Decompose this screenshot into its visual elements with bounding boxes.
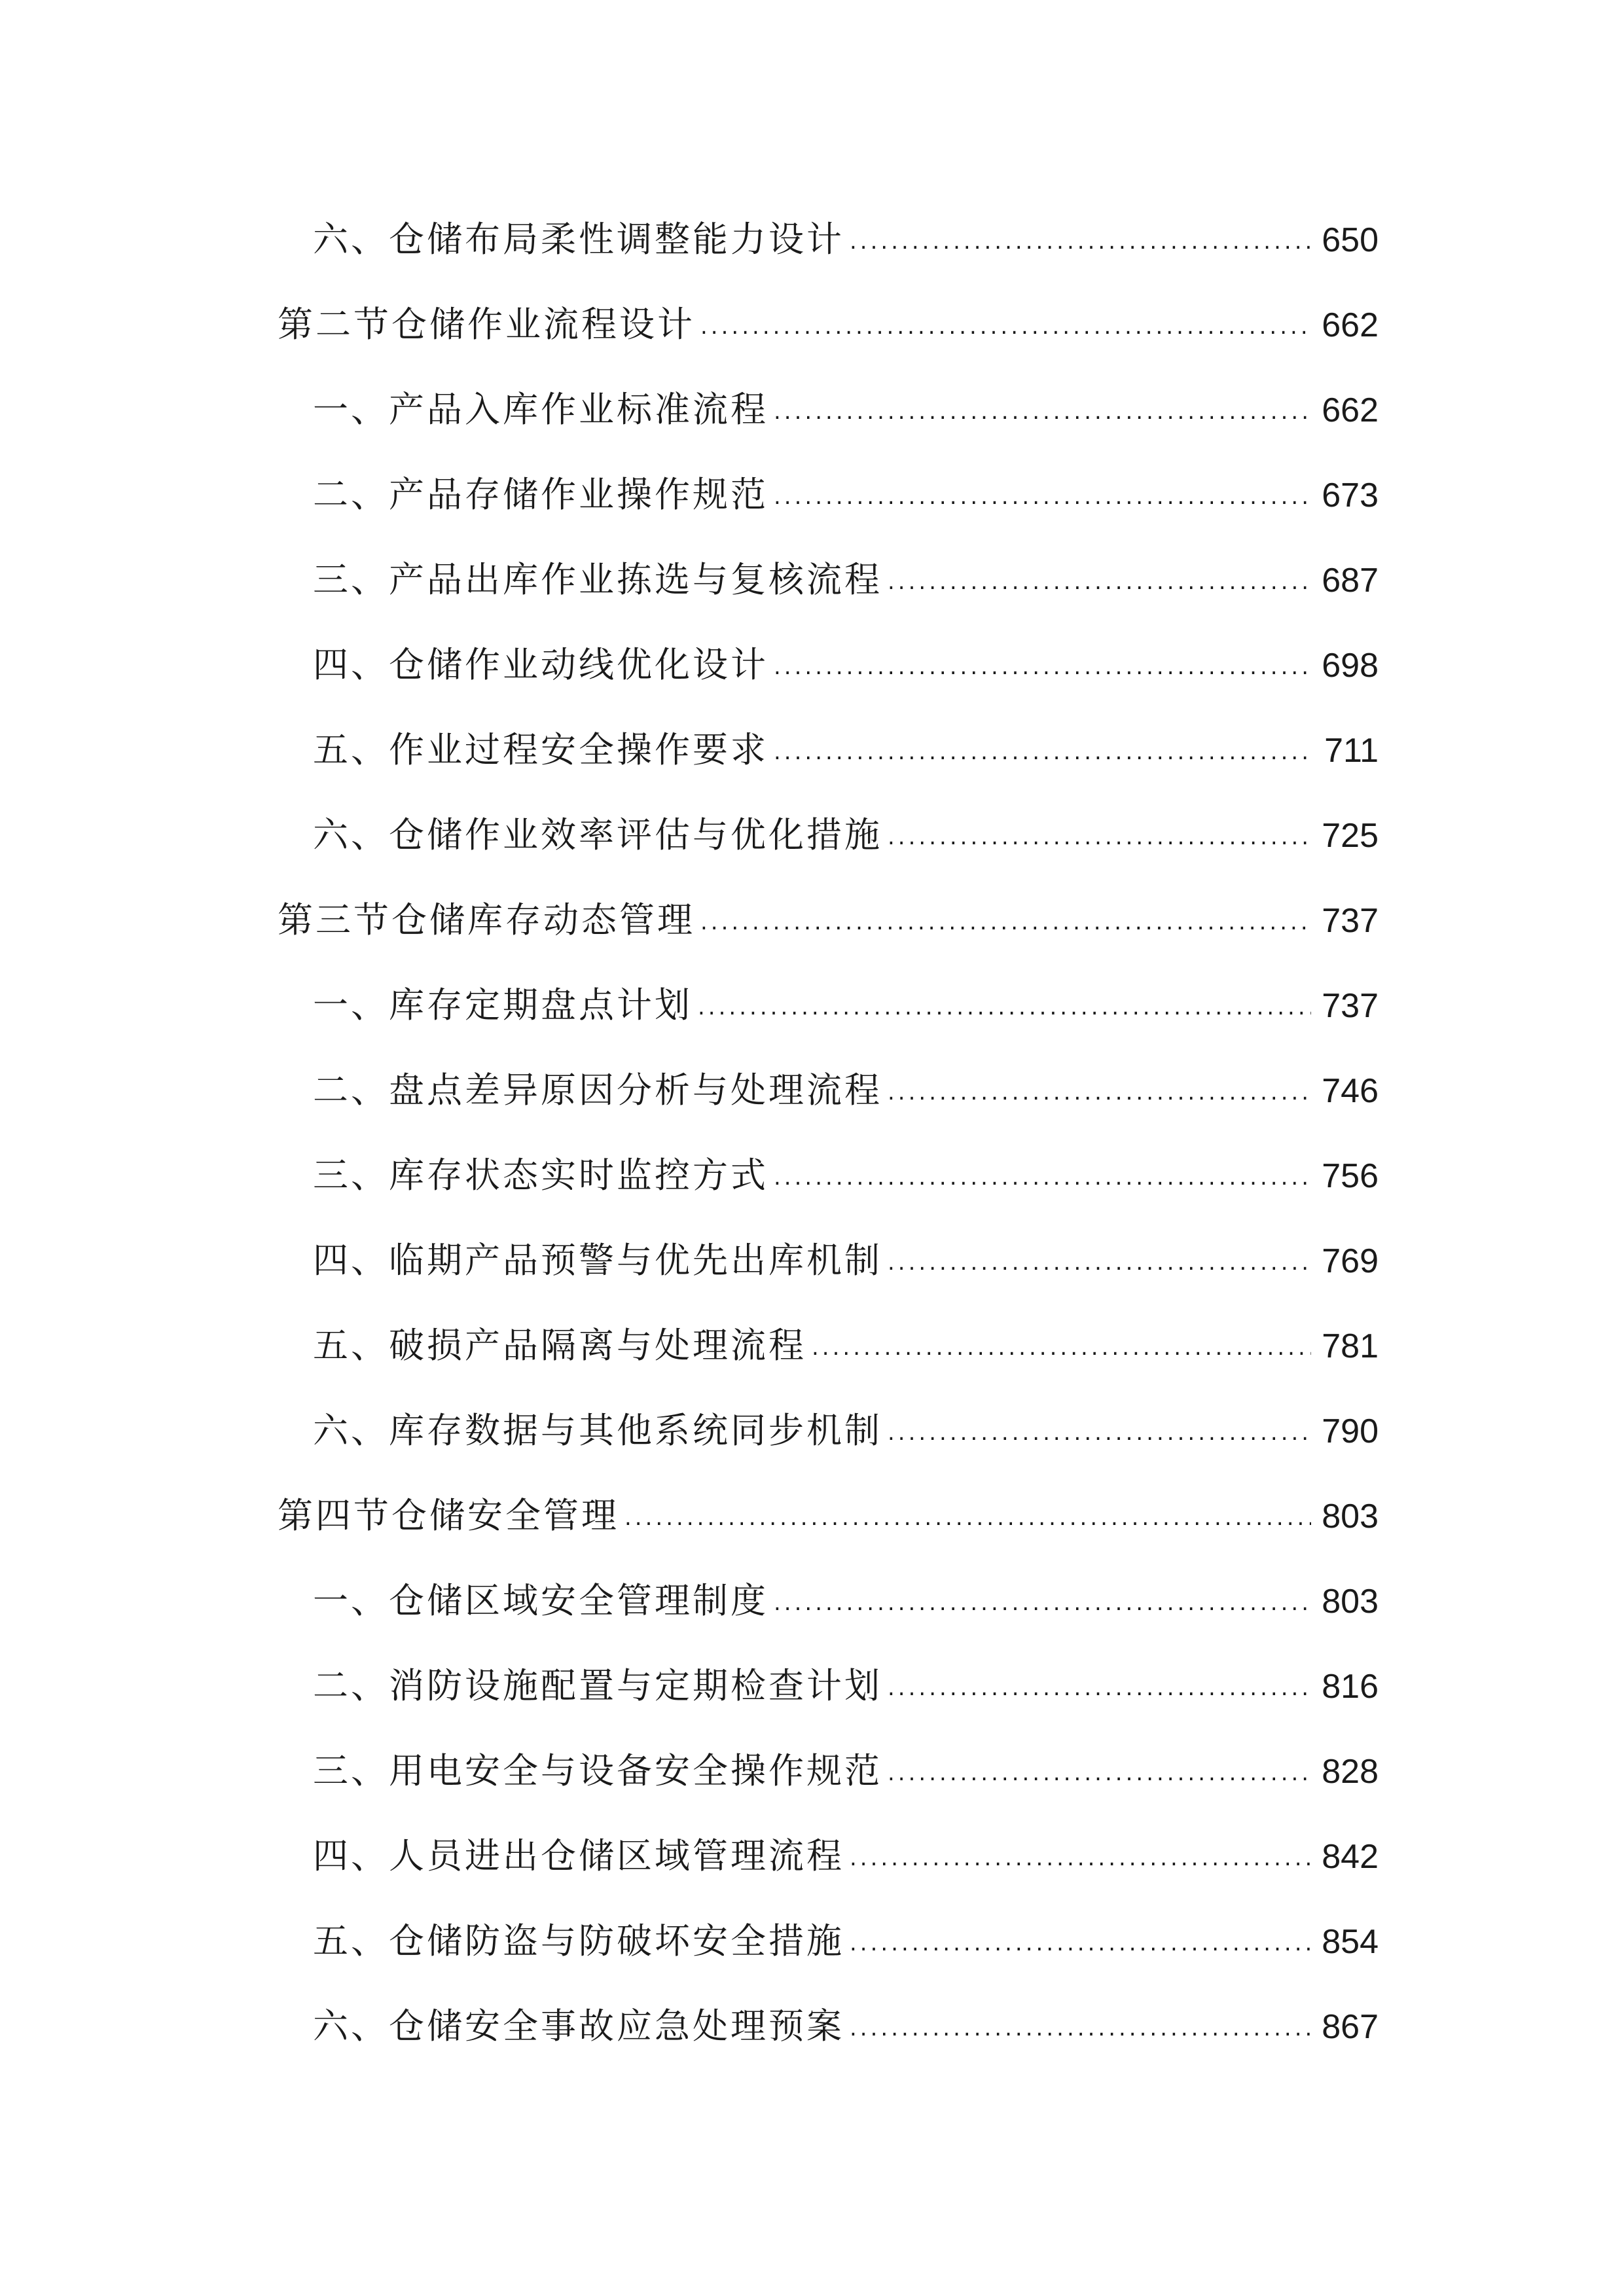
toc-page-number: 737 xyxy=(1322,987,1379,1025)
toc-entry[interactable] xyxy=(313,1568,1379,1634)
toc-entry-title: 二、产品存储作业操作规范 xyxy=(313,474,768,515)
toc-page-number: 650 xyxy=(1322,221,1379,259)
toc-dot-leader xyxy=(850,1910,1311,1976)
toc-page-number: 790 xyxy=(1322,1412,1379,1450)
toc-dot-leader xyxy=(888,804,1311,870)
toc-dot-leader xyxy=(850,1825,1311,1891)
toc-entry[interactable] xyxy=(278,888,1379,953)
toc-page-number: 769 xyxy=(1322,1242,1379,1280)
toc-entry[interactable] xyxy=(313,1058,1379,1123)
toc-page-number: 687 xyxy=(1322,562,1379,600)
toc-entry[interactable] xyxy=(313,1228,1379,1293)
toc-dot-leader xyxy=(850,1996,1311,2061)
toc-entry-title: 二、消防设施配置与定期检查计划 xyxy=(313,1665,882,1706)
toc-page-number: 737 xyxy=(1322,902,1379,940)
toc-dot-leader xyxy=(888,1655,1311,1721)
toc-entry-title: 六、库存数据与其他系统同步机制 xyxy=(313,1410,882,1451)
toc-dot-leader xyxy=(774,379,1311,444)
toc-dot-leader xyxy=(850,209,1311,274)
toc-entry[interactable] xyxy=(313,1738,1379,1804)
toc-dot-leader xyxy=(700,889,1311,955)
toc-entry[interactable] xyxy=(313,207,1379,272)
toc-dot-leader xyxy=(888,1400,1311,1465)
toc-dot-leader xyxy=(812,1315,1311,1380)
toc-entry-title: 四、仓储作业动线优化设计 xyxy=(313,644,768,685)
toc-entry-title: 三、用电安全与设备安全操作规范 xyxy=(313,1750,882,1791)
toc-dot-leader xyxy=(888,1740,1311,1806)
toc-entry[interactable] xyxy=(278,1483,1379,1549)
toc-dot-leader xyxy=(700,294,1311,359)
toc-entry[interactable] xyxy=(313,1909,1379,1974)
toc-entry-title: 一、产品入库作业标准流程 xyxy=(313,389,768,430)
toc-dot-leader xyxy=(698,975,1311,1040)
toc-page-number: 673 xyxy=(1322,476,1379,514)
toc-page-number: 854 xyxy=(1322,1923,1379,1961)
toc-page-number: 867 xyxy=(1322,2008,1379,2046)
toc-page-number: 828 xyxy=(1322,1753,1379,1791)
toc-entry[interactable] xyxy=(313,717,1379,783)
toc-entry-title: 一、库存定期盘点计划 xyxy=(313,984,693,1026)
toc-dot-leader xyxy=(774,1570,1311,1636)
toc-entry[interactable] xyxy=(313,547,1379,613)
toc-page-number: 725 xyxy=(1322,817,1379,855)
toc-page-number: 781 xyxy=(1322,1327,1379,1365)
toc-entry-title: 三、产品出库作业拣选与复核流程 xyxy=(313,559,882,600)
toc-entry-title: 六、仓储安全事故应急处理预案 xyxy=(313,2005,844,2047)
toc-entry[interactable] xyxy=(313,632,1379,698)
toc-entry[interactable] xyxy=(313,973,1379,1038)
toc-dot-leader xyxy=(888,549,1311,615)
toc-page-number: 662 xyxy=(1322,306,1379,344)
toc-entry-title: 四、人员进出仓储区域管理流程 xyxy=(313,1835,844,1876)
toc-entry-title: 第二节仓储作业流程设计 xyxy=(278,304,695,345)
toc-entry-title: 第三节仓储库存动态管理 xyxy=(278,899,695,941)
toc-entry-title: 一、仓储区域安全管理制度 xyxy=(313,1580,768,1621)
toc-page-number: 711 xyxy=(1324,732,1379,770)
toc-dot-leader xyxy=(774,634,1311,700)
toc-entry[interactable] xyxy=(313,1994,1379,2059)
toc-entry-title: 五、作业过程安全操作要求 xyxy=(313,729,768,770)
toc-page-number: 698 xyxy=(1322,647,1379,685)
toc-page-number: 662 xyxy=(1322,391,1379,429)
toc-entry-title: 第四节仓储安全管理 xyxy=(278,1495,619,1536)
toc-dot-leader xyxy=(774,464,1311,529)
toc-dot-leader xyxy=(624,1485,1311,1551)
toc-entry-title: 三、库存状态实时监控方式 xyxy=(313,1155,768,1196)
toc-entry-title: 六、仓储作业效率评估与优化措施 xyxy=(313,814,882,855)
toc-dot-leader xyxy=(774,1145,1311,1210)
toc-entry-title: 五、仓储防盗与防破坏安全措施 xyxy=(313,1920,844,1962)
toc-dot-leader xyxy=(888,1230,1311,1295)
toc-page-number: 746 xyxy=(1322,1072,1379,1110)
toc-dot-leader xyxy=(888,1060,1311,1125)
toc-page-number: 803 xyxy=(1322,1583,1379,1621)
toc-entry[interactable] xyxy=(313,1313,1379,1378)
toc-entry[interactable] xyxy=(278,292,1379,357)
toc-entry[interactable] xyxy=(313,1653,1379,1719)
toc-entry-title: 二、盘点差异原因分析与处理流程 xyxy=(313,1069,882,1111)
toc-entry[interactable] xyxy=(313,1398,1379,1463)
toc-entry[interactable] xyxy=(313,1143,1379,1208)
toc-entry[interactable] xyxy=(313,1823,1379,1889)
toc-page-number: 816 xyxy=(1322,1668,1379,1706)
toc-entry-title: 四、临期产品预警与优先出库机制 xyxy=(313,1240,882,1281)
toc-page-number: 803 xyxy=(1322,1498,1379,1535)
toc-page-number: 756 xyxy=(1322,1157,1379,1195)
toc-entry[interactable] xyxy=(313,377,1379,442)
toc-entry[interactable] xyxy=(313,462,1379,528)
toc-entry-title: 五、破损产品隔离与处理流程 xyxy=(313,1325,806,1366)
toc-entry-title: 六、仓储布局柔性调整能力设计 xyxy=(313,219,844,260)
toc-entry[interactable] xyxy=(313,802,1379,868)
toc-page-number: 842 xyxy=(1322,1838,1379,1876)
toc-dot-leader xyxy=(774,719,1311,785)
